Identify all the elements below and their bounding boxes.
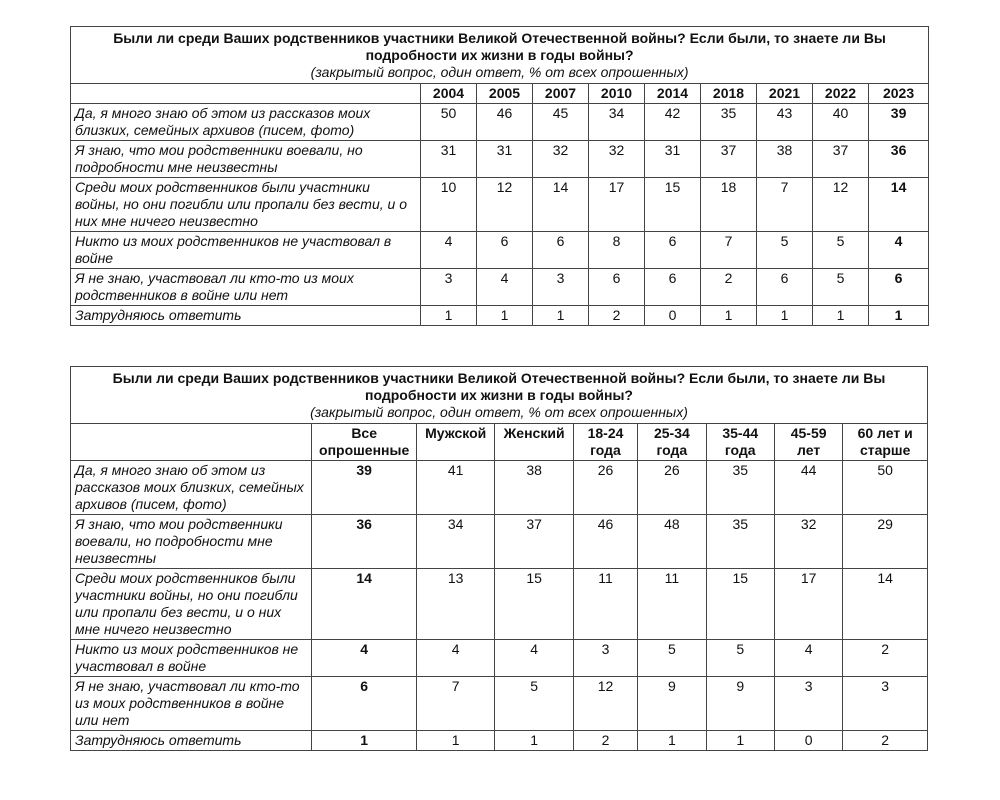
value-cell: 7: [701, 232, 757, 269]
value-cell: 31: [477, 141, 533, 178]
value-cell: 6: [312, 677, 417, 731]
table-body: [71, 104, 929, 326]
column-header: Женский: [495, 424, 573, 461]
value-cell: 50: [843, 461, 928, 515]
value-cell: 37: [813, 141, 869, 178]
value-cell: 1: [495, 731, 573, 751]
value-cell: 10: [421, 178, 477, 232]
value-cell: 12: [477, 178, 533, 232]
column-header-row: [71, 84, 929, 104]
value-cell: 2: [843, 640, 928, 677]
value-cell: 2: [573, 731, 637, 751]
column-header: 2022: [813, 84, 869, 104]
value-cell: 3: [774, 677, 842, 731]
column-header: 2018: [701, 84, 757, 104]
value-cell: 5: [638, 640, 706, 677]
value-cell: 5: [757, 232, 813, 269]
value-cell: 9: [638, 677, 706, 731]
value-cell: 26: [573, 461, 637, 515]
table-row: [71, 461, 928, 515]
value-cell: 6: [645, 232, 701, 269]
value-cell: 4: [312, 640, 417, 677]
value-cell: 1: [421, 306, 477, 326]
row-label: Я знаю, что мои родственники воевали, но подробности мне неизвестны: [71, 141, 421, 178]
value-cell: 7: [757, 178, 813, 232]
value-cell: 5: [495, 677, 573, 731]
column-header: 25-34 года: [638, 424, 706, 461]
table-row: [71, 178, 929, 232]
row-label: Да, я много знаю об этом из рассказов моих близких, семейных архивов (писем, фото): [71, 104, 421, 141]
value-cell: 17: [589, 178, 645, 232]
value-cell: 29: [843, 515, 928, 569]
row-label: Да, я много знаю об этом из рассказов моих близких, семейных архивов (писем, фото): [71, 461, 312, 515]
table-subtitle: (закрытый вопрос, один ответ, % от всех опрошенных): [310, 404, 688, 420]
value-cell: 37: [495, 515, 573, 569]
value-cell: 1: [813, 306, 869, 326]
value-cell: 35: [706, 461, 774, 515]
value-cell: 38: [495, 461, 573, 515]
value-cell: 2: [589, 306, 645, 326]
table-row: [71, 640, 928, 677]
value-cell: 44: [774, 461, 842, 515]
row-label: Затрудняюсь ответить: [71, 731, 312, 751]
row-label: Никто из моих родственников не участвовал в войне: [71, 232, 421, 269]
value-cell: 32: [533, 141, 589, 178]
row-header-corner: [71, 424, 312, 461]
column-header: 18-24 года: [573, 424, 637, 461]
value-cell: 45: [533, 104, 589, 141]
column-header: Мужской: [416, 424, 494, 461]
value-cell: 36: [312, 515, 417, 569]
column-header: 45-59 лет: [774, 424, 842, 461]
value-cell: 6: [869, 269, 929, 306]
row-label: Среди моих родственников были участники войны, но они погибли или пропали без вести, и о них мне ничего неизвестно: [71, 178, 421, 232]
column-header: 2010: [589, 84, 645, 104]
survey-table-by-year: [70, 26, 929, 326]
table-row: [71, 232, 929, 269]
value-cell: 6: [757, 269, 813, 306]
column-header: 2004: [421, 84, 477, 104]
column-header: 60 лет и старше: [843, 424, 928, 461]
column-header: Все опрошенные: [312, 424, 417, 461]
table-row: [71, 141, 929, 178]
value-cell: 35: [701, 104, 757, 141]
row-label: Среди моих родственников были участники войны, но они погибли или пропали без вести, и о них мне ничего неизвестно: [71, 569, 312, 640]
value-cell: 2: [843, 731, 928, 751]
value-cell: 18: [701, 178, 757, 232]
value-cell: 34: [416, 515, 494, 569]
value-cell: 3: [843, 677, 928, 731]
value-cell: 6: [645, 269, 701, 306]
table-title: Были ли среди Ваших родственников участники Великой Отечественной войны? Если были, то знаете ли Вы подробности их жизни в годы войны?: [113, 30, 886, 63]
row-label: Никто из моих родственников не участвовал в войне: [71, 640, 312, 677]
survey-table-by-group: [70, 366, 928, 751]
row-label: Затрудняюсь ответить: [71, 306, 421, 326]
column-header: 2023: [869, 84, 929, 104]
table-row: [71, 677, 928, 731]
table-title-cell: [71, 27, 929, 84]
value-cell: 6: [589, 269, 645, 306]
value-cell: 5: [813, 269, 869, 306]
row-label: Я не знаю, участвовал ли кто-то из моих родственников в войне или нет: [71, 677, 312, 731]
value-cell: 7: [416, 677, 494, 731]
value-cell: 38: [757, 141, 813, 178]
column-header: 2005: [477, 84, 533, 104]
value-cell: 50: [421, 104, 477, 141]
table-row: [71, 269, 929, 306]
value-cell: 11: [573, 569, 637, 640]
value-cell: 8: [589, 232, 645, 269]
value-cell: 5: [813, 232, 869, 269]
value-cell: 1: [701, 306, 757, 326]
value-cell: 4: [477, 269, 533, 306]
table-row: [71, 569, 928, 640]
value-cell: 4: [421, 232, 477, 269]
value-cell: 39: [312, 461, 417, 515]
value-cell: 31: [645, 141, 701, 178]
value-cell: 48: [638, 515, 706, 569]
row-label: Я не знаю, участвовал ли кто-то из моих родственников в войне или нет: [71, 269, 421, 306]
value-cell: 3: [533, 269, 589, 306]
value-cell: 9: [706, 677, 774, 731]
value-cell: 11: [638, 569, 706, 640]
column-header: 2021: [757, 84, 813, 104]
column-header: 2007: [533, 84, 589, 104]
value-cell: 41: [416, 461, 494, 515]
table-row: [71, 306, 929, 326]
value-cell: 14: [533, 178, 589, 232]
column-header: 2014: [645, 84, 701, 104]
value-cell: 5: [706, 640, 774, 677]
value-cell: 0: [645, 306, 701, 326]
value-cell: 39: [869, 104, 929, 141]
table-title-row: [71, 27, 929, 84]
value-cell: 1: [312, 731, 417, 751]
value-cell: 26: [638, 461, 706, 515]
table-title-row: [71, 367, 928, 424]
value-cell: 43: [757, 104, 813, 141]
value-cell: 12: [573, 677, 637, 731]
value-cell: 3: [421, 269, 477, 306]
value-cell: 3: [573, 640, 637, 677]
value-cell: 42: [645, 104, 701, 141]
column-header: 35-44 года: [706, 424, 774, 461]
value-cell: 1: [638, 731, 706, 751]
value-cell: 1: [706, 731, 774, 751]
value-cell: 36: [869, 141, 929, 178]
value-cell: 35: [706, 515, 774, 569]
column-header-row: [71, 424, 928, 461]
table-title-cell: [71, 367, 928, 424]
value-cell: 15: [645, 178, 701, 232]
table-row: [71, 104, 929, 141]
table-row: [71, 515, 928, 569]
value-cell: 4: [869, 232, 929, 269]
value-cell: 15: [706, 569, 774, 640]
table-row: [71, 731, 928, 751]
value-cell: 1: [533, 306, 589, 326]
value-cell: 32: [774, 515, 842, 569]
value-cell: 4: [774, 640, 842, 677]
table-body: [71, 461, 928, 751]
value-cell: 13: [416, 569, 494, 640]
value-cell: 40: [813, 104, 869, 141]
value-cell: 2: [701, 269, 757, 306]
value-cell: 14: [312, 569, 417, 640]
row-label: Я знаю, что мои родственники воевали, но подробности мне неизвестны: [71, 515, 312, 569]
value-cell: 1: [477, 306, 533, 326]
value-cell: 4: [495, 640, 573, 677]
table-subtitle: (закрытый вопрос, один ответ, % от всех опрошенных): [310, 64, 689, 80]
value-cell: 0: [774, 731, 842, 751]
value-cell: 6: [533, 232, 589, 269]
table-title: Были ли среди Ваших родственников участники Великой Отечественной войны? Если были, то знаете ли Вы подробности их жизни в годы войны?: [112, 370, 886, 403]
value-cell: 15: [495, 569, 573, 640]
value-cell: 37: [701, 141, 757, 178]
value-cell: 32: [589, 141, 645, 178]
value-cell: 12: [813, 178, 869, 232]
value-cell: 14: [843, 569, 928, 640]
value-cell: 1: [869, 306, 929, 326]
value-cell: 1: [757, 306, 813, 326]
row-header-corner: [71, 84, 421, 104]
value-cell: 4: [416, 640, 494, 677]
value-cell: 34: [589, 104, 645, 141]
value-cell: 6: [477, 232, 533, 269]
value-cell: 46: [573, 515, 637, 569]
value-cell: 46: [477, 104, 533, 141]
value-cell: 1: [416, 731, 494, 751]
value-cell: 14: [869, 178, 929, 232]
value-cell: 17: [774, 569, 842, 640]
value-cell: 31: [421, 141, 477, 178]
